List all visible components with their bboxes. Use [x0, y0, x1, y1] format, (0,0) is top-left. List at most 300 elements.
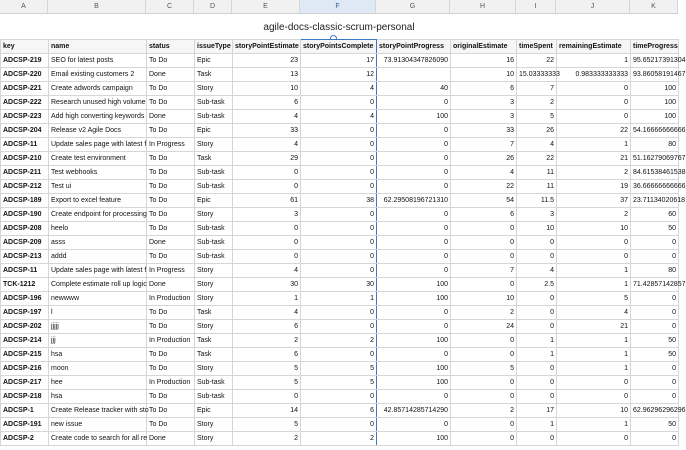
cell-name[interactable]: heelo	[49, 222, 147, 236]
cell-issuetype[interactable]: Task	[195, 152, 233, 166]
cell-timespent[interactable]: 2	[517, 96, 557, 110]
cell-storypointscomplete[interactable]: 0	[301, 208, 377, 222]
cell-remainingestimate[interactable]: 10	[557, 222, 631, 236]
cell-issuetype[interactable]: Story	[195, 208, 233, 222]
cell-originalestimate[interactable]: 0	[451, 376, 517, 390]
cell-storypointscomplete[interactable]: 1	[301, 292, 377, 306]
cell-issuetype[interactable]: Task	[195, 68, 233, 82]
cell-storypointprogress[interactable]: 0	[377, 180, 451, 194]
cell-storypointscomplete[interactable]: 12	[301, 68, 377, 82]
cell-status[interactable]: To Do	[147, 124, 195, 138]
cell-timespent[interactable]: 17	[517, 404, 557, 418]
cell-storypointscomplete[interactable]: 38	[301, 194, 377, 208]
cell-storypointscomplete[interactable]: 0	[301, 250, 377, 264]
cell-originalestimate[interactable]: 0	[451, 222, 517, 236]
cell-key[interactable]: ADCSP-208	[1, 222, 49, 236]
cell-timeprogress[interactable]: 0	[631, 362, 679, 376]
cell-key[interactable]: ADCSP-11	[1, 138, 49, 152]
cell-status[interactable]: To Do	[147, 404, 195, 418]
column-letter-a[interactable]: A	[0, 0, 48, 13]
cell-name[interactable]: hsa	[49, 348, 147, 362]
cell-remainingestimate[interactable]: 1	[557, 264, 631, 278]
cell-storypointscomplete[interactable]: 4	[301, 82, 377, 96]
cell-timespent[interactable]: 3	[517, 208, 557, 222]
cell-remainingestimate[interactable]: 1	[557, 334, 631, 348]
cell-key[interactable]: ADCSP-223	[1, 110, 49, 124]
cell-storypointprogress[interactable]: 100	[377, 432, 451, 446]
cell-timeprogress[interactable]: 93.86058191467	[631, 68, 679, 82]
cell-originalestimate[interactable]: 10	[451, 68, 517, 82]
cell-status[interactable]: To Do	[147, 390, 195, 404]
header-cell-originalestimate[interactable]: originalEstimate	[451, 40, 517, 54]
cell-storypointscomplete[interactable]: 5	[301, 362, 377, 376]
cell-issuetype[interactable]: Story	[195, 320, 233, 334]
cell-status[interactable]: To Do	[147, 82, 195, 96]
column-letter-i[interactable]: I	[516, 0, 556, 13]
cell-remainingestimate[interactable]: 0.983333333333	[557, 68, 631, 82]
cell-timespent[interactable]: 22	[517, 152, 557, 166]
cell-remainingestimate[interactable]: 4	[557, 306, 631, 320]
header-cell-status[interactable]: status	[147, 40, 195, 54]
cell-status[interactable]: In Progress	[147, 138, 195, 152]
cell-key[interactable]: ADCSP-196	[1, 292, 49, 306]
cell-timeprogress[interactable]: 80	[631, 264, 679, 278]
header-cell-key[interactable]: key	[1, 40, 49, 54]
cell-storypointprogress[interactable]: 0	[377, 264, 451, 278]
cell-storypointprogress[interactable]: 40	[377, 82, 451, 96]
cell-storypointestimate[interactable]: 0	[233, 222, 301, 236]
cell-originalestimate[interactable]: 2	[451, 404, 517, 418]
cell-status[interactable]: To Do	[147, 362, 195, 376]
cell-timespent[interactable]: 0	[517, 320, 557, 334]
cell-storypointprogress[interactable]: 0	[377, 348, 451, 362]
cell-status[interactable]: To Do	[147, 54, 195, 68]
cell-storypointestimate[interactable]: 6	[233, 320, 301, 334]
column-letter-c[interactable]: C	[146, 0, 194, 13]
cell-originalestimate[interactable]: 7	[451, 264, 517, 278]
cell-originalestimate[interactable]: 33	[451, 124, 517, 138]
cell-name[interactable]: Update sales page with latest f	[49, 138, 147, 152]
cell-timeprogress[interactable]: 54.16666666666	[631, 124, 679, 138]
cell-remainingestimate[interactable]: 0	[557, 432, 631, 446]
cell-timeprogress[interactable]: 80	[631, 138, 679, 152]
cell-issuetype[interactable]: Sub-task	[195, 180, 233, 194]
cell-name[interactable]: l	[49, 306, 147, 320]
cell-status[interactable]: To Do	[147, 180, 195, 194]
header-cell-storypointestimate[interactable]: storyPointEstimate	[233, 40, 301, 54]
cell-timeprogress[interactable]: 95.65217391304	[631, 54, 679, 68]
cell-storypointscomplete[interactable]: 4	[301, 110, 377, 124]
cell-storypointestimate[interactable]: 13	[233, 68, 301, 82]
cell-issuetype[interactable]: Sub-task	[195, 390, 233, 404]
cell-issuetype[interactable]: Story	[195, 278, 233, 292]
cell-timeprogress[interactable]: 60	[631, 208, 679, 222]
cell-storypointestimate[interactable]: 0	[233, 180, 301, 194]
cell-timespent[interactable]: 11.5	[517, 194, 557, 208]
cell-remainingestimate[interactable]: 0	[557, 82, 631, 96]
cell-key[interactable]: ADCSP-222	[1, 96, 49, 110]
cell-key[interactable]: ADCSP-220	[1, 68, 49, 82]
cell-storypointprogress[interactable]: 42.85714285714290	[377, 404, 451, 418]
cell-remainingestimate[interactable]: 37	[557, 194, 631, 208]
cell-issuetype[interactable]: Story	[195, 292, 233, 306]
cell-issuetype[interactable]: Sub-task	[195, 110, 233, 124]
cell-remainingestimate[interactable]: 0	[557, 376, 631, 390]
cell-name[interactable]: Create test environment	[49, 152, 147, 166]
cell-storypointprogress[interactable]: 73.91304347826090	[377, 54, 451, 68]
cell-originalestimate[interactable]: 2	[451, 306, 517, 320]
cell-remainingestimate[interactable]: 0	[557, 96, 631, 110]
cell-status[interactable]: To Do	[147, 320, 195, 334]
cell-name[interactable]: Create code to search for all re	[49, 432, 147, 446]
cell-key[interactable]: ADCSP-210	[1, 152, 49, 166]
cell-originalestimate[interactable]: 0	[451, 418, 517, 432]
cell-originalestimate[interactable]: 3	[451, 110, 517, 124]
column-letter-b[interactable]: B	[48, 0, 146, 13]
cell-storypointprogress[interactable]: 100	[377, 334, 451, 348]
cell-storypointscomplete[interactable]: 17	[301, 54, 377, 68]
cell-name[interactable]: jjjjj	[49, 320, 147, 334]
cell-storypointprogress[interactable]: 100	[377, 110, 451, 124]
cell-originalestimate[interactable]: 6	[451, 208, 517, 222]
cell-originalestimate[interactable]: 26	[451, 152, 517, 166]
cell-key[interactable]: ADCSP-212	[1, 180, 49, 194]
cell-name[interactable]: Add high converting keywords	[49, 110, 147, 124]
cell-key[interactable]: ADCSP-219	[1, 54, 49, 68]
cell-originalestimate[interactable]: 5	[451, 362, 517, 376]
cell-key[interactable]: ADCSP-190	[1, 208, 49, 222]
cell-timeprogress[interactable]: 50	[631, 334, 679, 348]
cell-remainingestimate[interactable]: 1	[557, 362, 631, 376]
cell-originalestimate[interactable]: 0	[451, 348, 517, 362]
cell-remainingestimate[interactable]: 22	[557, 124, 631, 138]
cell-originalestimate[interactable]: 22	[451, 180, 517, 194]
cell-name[interactable]: SEO for latest posts	[49, 54, 147, 68]
cell-issuetype[interactable]: Story	[195, 82, 233, 96]
cell-timeprogress[interactable]: 36.66666666666	[631, 180, 679, 194]
cell-key[interactable]: ADCSP-211	[1, 166, 49, 180]
cell-name[interactable]: Create adwords campaign	[49, 82, 147, 96]
cell-timespent[interactable]: 5	[517, 110, 557, 124]
column-letter-k[interactable]: K	[630, 0, 678, 13]
cell-storypointprogress[interactable]	[377, 68, 451, 82]
cell-key[interactable]: ADCSP-2	[1, 432, 49, 446]
cell-originalestimate[interactable]: 0	[451, 390, 517, 404]
cell-storypointestimate[interactable]: 0	[233, 390, 301, 404]
cell-name[interactable]: Test webhooks	[49, 166, 147, 180]
cell-timespent[interactable]: 4	[517, 264, 557, 278]
cell-issuetype[interactable]: Sub-task	[195, 96, 233, 110]
cell-status[interactable]: To Do	[147, 250, 195, 264]
cell-key[interactable]: ADCSP-191	[1, 418, 49, 432]
cell-remainingestimate[interactable]: 1	[557, 54, 631, 68]
cell-storypointscomplete[interactable]: 0	[301, 180, 377, 194]
cell-name[interactable]: addd	[49, 250, 147, 264]
cell-timeprogress[interactable]: 0	[631, 250, 679, 264]
cell-originalestimate[interactable]: 0	[451, 334, 517, 348]
cell-key[interactable]: ADCSP-218	[1, 390, 49, 404]
cell-storypointscomplete[interactable]: 0	[301, 222, 377, 236]
cell-name[interactable]: Release v2 Agile Docs	[49, 124, 147, 138]
header-cell-name[interactable]: name	[49, 40, 147, 54]
cell-remainingestimate[interactable]: 5	[557, 292, 631, 306]
cell-status[interactable]: In Progress	[147, 264, 195, 278]
cell-timeprogress[interactable]: 23.71134020618	[631, 194, 679, 208]
cell-storypointprogress[interactable]: 100	[377, 292, 451, 306]
cell-remainingestimate[interactable]: 2	[557, 166, 631, 180]
cell-remainingestimate[interactable]: 21	[557, 152, 631, 166]
cell-timeprogress[interactable]: 100	[631, 110, 679, 124]
cell-name[interactable]: hee	[49, 376, 147, 390]
cell-key[interactable]: ADCSP-214	[1, 334, 49, 348]
column-letter-g[interactable]: G	[376, 0, 450, 13]
cell-key[interactable]: TCK-1212	[1, 278, 49, 292]
cell-status[interactable]: In Production	[147, 292, 195, 306]
cell-status[interactable]: To Do	[147, 152, 195, 166]
cell-timespent[interactable]: 1	[517, 418, 557, 432]
cell-remainingestimate[interactable]: 0	[557, 250, 631, 264]
cell-issuetype[interactable]: Story	[195, 432, 233, 446]
cell-status[interactable]: To Do	[147, 166, 195, 180]
column-letter-f[interactable]: F	[300, 0, 376, 13]
cell-timespent[interactable]: 4	[517, 138, 557, 152]
cell-remainingestimate[interactable]: 1	[557, 418, 631, 432]
cell-timeprogress[interactable]: 0	[631, 320, 679, 334]
cell-timespent[interactable]: 0	[517, 376, 557, 390]
cell-timespent[interactable]: 0	[517, 292, 557, 306]
cell-key[interactable]: ADCSP-217	[1, 376, 49, 390]
cell-status[interactable]: Done	[147, 236, 195, 250]
cell-key[interactable]: ADCSP-197	[1, 306, 49, 320]
cell-issuetype[interactable]: Story	[195, 264, 233, 278]
cell-originalestimate[interactable]: 4	[451, 166, 517, 180]
cell-timeprogress[interactable]: 50	[631, 418, 679, 432]
cell-issuetype[interactable]: Story	[195, 362, 233, 376]
column-letter-e[interactable]: E	[232, 0, 300, 13]
cell-status[interactable]: Done	[147, 68, 195, 82]
cell-timespent[interactable]: 0	[517, 250, 557, 264]
cell-status[interactable]: To Do	[147, 222, 195, 236]
cell-issuetype[interactable]: Epic	[195, 194, 233, 208]
cell-storypointscomplete[interactable]: 0	[301, 236, 377, 250]
cell-timespent[interactable]: 11	[517, 166, 557, 180]
cell-storypointscomplete[interactable]: 0	[301, 152, 377, 166]
cell-name[interactable]: moon	[49, 362, 147, 376]
cell-originalestimate[interactable]: 0	[451, 278, 517, 292]
cell-originalestimate[interactable]: 24	[451, 320, 517, 334]
cell-name[interactable]: hsa	[49, 390, 147, 404]
cell-timeprogress[interactable]: 71.42857142857	[631, 278, 679, 292]
cell-storypointestimate[interactable]: 6	[233, 96, 301, 110]
cell-name[interactable]: Create endpoint for processing	[49, 208, 147, 222]
cell-status[interactable]: Done	[147, 278, 195, 292]
cell-timespent[interactable]: 2.5	[517, 278, 557, 292]
cell-name[interactable]: Email existing customers 2	[49, 68, 147, 82]
cell-timeprogress[interactable]: 0	[631, 306, 679, 320]
header-cell-storypointprogress[interactable]: storyPointProgress	[377, 40, 451, 54]
cell-storypointestimate[interactable]: 1	[233, 292, 301, 306]
cell-issuetype[interactable]: Epic	[195, 404, 233, 418]
column-letter-j[interactable]: J	[556, 0, 630, 13]
cell-storypointprogress[interactable]: 0	[377, 208, 451, 222]
cell-issuetype[interactable]: Task	[195, 334, 233, 348]
cell-status[interactable]: To Do	[147, 208, 195, 222]
cell-storypointprogress[interactable]: 0	[377, 96, 451, 110]
cell-originalestimate[interactable]: 54	[451, 194, 517, 208]
cell-remainingestimate[interactable]: 1	[557, 348, 631, 362]
cell-storypointscomplete[interactable]: 2	[301, 334, 377, 348]
cell-storypointprogress[interactable]: 0	[377, 418, 451, 432]
cell-issuetype[interactable]: Epic	[195, 54, 233, 68]
column-letter-d[interactable]: D	[194, 0, 232, 13]
header-cell-remainingestimate[interactable]: remainingEstimate	[557, 40, 631, 54]
cell-storypointprogress[interactable]: 62.29508196721310	[377, 194, 451, 208]
cell-timeprogress[interactable]: 50	[631, 222, 679, 236]
cell-issuetype[interactable]: Sub-task	[195, 250, 233, 264]
cell-storypointprogress[interactable]: 100	[377, 362, 451, 376]
cell-storypointestimate[interactable]: 5	[233, 418, 301, 432]
cell-timespent[interactable]: 1	[517, 334, 557, 348]
cell-originalestimate[interactable]: 3	[451, 96, 517, 110]
column-letter-h[interactable]: H	[450, 0, 516, 13]
cell-originalestimate[interactable]: 16	[451, 54, 517, 68]
cell-originalestimate[interactable]: 0	[451, 432, 517, 446]
cell-key[interactable]: ADCSP-216	[1, 362, 49, 376]
cell-storypointscomplete[interactable]: 2	[301, 432, 377, 446]
cell-timeprogress[interactable]: 0	[631, 376, 679, 390]
cell-timespent[interactable]: 7	[517, 82, 557, 96]
cell-issuetype[interactable]: Sub-task	[195, 376, 233, 390]
cell-issuetype[interactable]: Story	[195, 418, 233, 432]
cell-status[interactable]: To Do	[147, 306, 195, 320]
cell-key[interactable]: ADCSP-213	[1, 250, 49, 264]
cell-storypointprogress[interactable]: 100	[377, 376, 451, 390]
cell-issuetype[interactable]: Epic	[195, 124, 233, 138]
cell-storypointestimate[interactable]: 4	[233, 306, 301, 320]
cell-storypointestimate[interactable]: 4	[233, 138, 301, 152]
cell-storypointscomplete[interactable]: 0	[301, 306, 377, 320]
cell-status[interactable]: In Production	[147, 376, 195, 390]
cell-originalestimate[interactable]: 6	[451, 82, 517, 96]
cell-storypointestimate[interactable]: 23	[233, 54, 301, 68]
cell-name[interactable]: Create Release tracker with sto	[49, 404, 147, 418]
cell-issuetype[interactable]: Sub-task	[195, 236, 233, 250]
cell-remainingestimate[interactable]: 1	[557, 138, 631, 152]
cell-storypointestimate[interactable]: 0	[233, 236, 301, 250]
cell-issuetype[interactable]: Story	[195, 138, 233, 152]
header-cell-issuetype[interactable]: issueType	[195, 40, 233, 54]
cell-status[interactable]: To Do	[147, 194, 195, 208]
cell-storypointestimate[interactable]: 61	[233, 194, 301, 208]
cell-storypointestimate[interactable]: 33	[233, 124, 301, 138]
cell-storypointprogress[interactable]: 0	[377, 236, 451, 250]
cell-storypointestimate[interactable]: 0	[233, 250, 301, 264]
cell-timespent[interactable]: 0	[517, 390, 557, 404]
cell-originalestimate[interactable]: 7	[451, 138, 517, 152]
cell-storypointestimate[interactable]: 4	[233, 110, 301, 124]
cell-timeprogress[interactable]: 50	[631, 348, 679, 362]
cell-issuetype[interactable]: Task	[195, 348, 233, 362]
cell-storypointprogress[interactable]: 0	[377, 250, 451, 264]
cell-storypointprogress[interactable]: 0	[377, 124, 451, 138]
cell-storypointscomplete[interactable]: 0	[301, 124, 377, 138]
cell-issuetype[interactable]: Sub-task	[195, 222, 233, 236]
cell-storypointestimate[interactable]: 2	[233, 334, 301, 348]
cell-status[interactable]: To Do	[147, 348, 195, 362]
cell-name[interactable]: new issue	[49, 418, 147, 432]
cell-timeprogress[interactable]: 100	[631, 96, 679, 110]
cell-status[interactable]: To Do	[147, 96, 195, 110]
cell-storypointprogress[interactable]: 0	[377, 222, 451, 236]
cell-storypointprogress[interactable]: 0	[377, 306, 451, 320]
cell-storypointestimate[interactable]: 0	[233, 166, 301, 180]
header-cell-storypointscomplete[interactable]: storyPointsComplete	[301, 40, 377, 54]
cell-originalestimate[interactable]: 10	[451, 292, 517, 306]
cell-key[interactable]: ADCSP-202	[1, 320, 49, 334]
cell-storypointscomplete[interactable]: 0	[301, 320, 377, 334]
cell-storypointestimate[interactable]: 5	[233, 362, 301, 376]
header-cell-timespent[interactable]: timeSpent	[517, 40, 557, 54]
cell-timeprogress[interactable]: 0	[631, 390, 679, 404]
cell-remainingestimate[interactable]: 0	[557, 236, 631, 250]
cell-name[interactable]: Export to excel feature	[49, 194, 147, 208]
cell-remainingestimate[interactable]: 21	[557, 320, 631, 334]
cell-issuetype[interactable]: Sub-task	[195, 166, 233, 180]
cell-storypointscomplete[interactable]: 0	[301, 96, 377, 110]
cell-timeprogress[interactable]: 100	[631, 82, 679, 96]
cell-key[interactable]: ADCSP-1	[1, 404, 49, 418]
cell-storypointestimate[interactable]: 4	[233, 264, 301, 278]
cell-timeprogress[interactable]: 84.61538461538	[631, 166, 679, 180]
cell-timespent[interactable]: 0	[517, 362, 557, 376]
cell-storypointscomplete[interactable]: 0	[301, 264, 377, 278]
cell-timespent[interactable]: 0	[517, 236, 557, 250]
cell-key[interactable]: ADCSP-11	[1, 264, 49, 278]
cell-storypointscomplete[interactable]: 30	[301, 278, 377, 292]
header-cell-timeprogress[interactable]: timeProgress	[631, 40, 679, 54]
cell-storypointprogress[interactable]: 0	[377, 152, 451, 166]
cell-storypointestimate[interactable]: 10	[233, 82, 301, 96]
cell-remainingestimate[interactable]: 19	[557, 180, 631, 194]
cell-timespent[interactable]: 15.03333333	[517, 68, 557, 82]
cell-storypointestimate[interactable]: 30	[233, 278, 301, 292]
cell-name[interactable]: newwww	[49, 292, 147, 306]
cell-storypointprogress[interactable]: 0	[377, 166, 451, 180]
cell-timespent[interactable]: 1	[517, 348, 557, 362]
cell-timespent[interactable]: 26	[517, 124, 557, 138]
cell-storypointestimate[interactable]: 29	[233, 152, 301, 166]
cell-originalestimate[interactable]: 0	[451, 236, 517, 250]
cell-remainingestimate[interactable]: 2	[557, 208, 631, 222]
cell-status[interactable]: To Do	[147, 418, 195, 432]
cell-storypointscomplete[interactable]: 0	[301, 138, 377, 152]
cell-timeprogress[interactable]: 0	[631, 432, 679, 446]
cell-timespent[interactable]: 22	[517, 54, 557, 68]
cell-name[interactable]: Test ui	[49, 180, 147, 194]
cell-originalestimate[interactable]: 0	[451, 250, 517, 264]
cell-key[interactable]: ADCSP-204	[1, 124, 49, 138]
cell-storypointscomplete[interactable]: 6	[301, 404, 377, 418]
cell-status[interactable]: Done	[147, 110, 195, 124]
cell-key[interactable]: ADCSP-215	[1, 348, 49, 362]
cell-timespent[interactable]: 0	[517, 306, 557, 320]
cell-name[interactable]: asss	[49, 236, 147, 250]
cell-storypointprogress[interactable]: 0	[377, 320, 451, 334]
cell-remainingestimate[interactable]: 1	[557, 278, 631, 292]
cell-status[interactable]: In Production	[147, 334, 195, 348]
cell-name[interactable]: Research unused high volume	[49, 96, 147, 110]
cell-storypointscomplete[interactable]: 0	[301, 348, 377, 362]
